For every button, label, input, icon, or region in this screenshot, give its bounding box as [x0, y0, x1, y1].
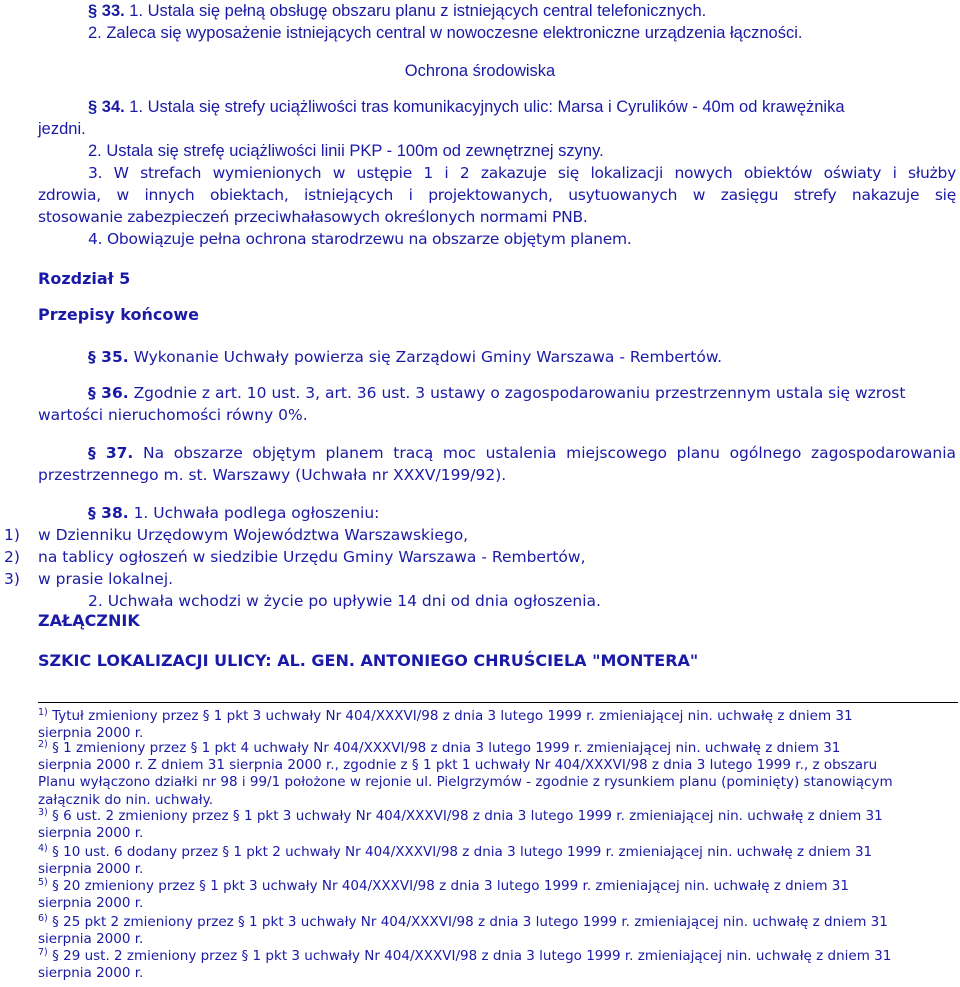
environment-heading: Ochrona środowiska [404, 62, 556, 80]
section-34-point-1a: 1. Ustala się strefy uciążliwości tras komunikacyjnych ulic: Marsa i Cyrulików - 40m od krawężnika [129, 98, 845, 116]
section-34-point-4: 4. Obowiązuje pełna ochrona starodrzewu na obszarze objętym planem. [88, 230, 632, 248]
list-item [4, 524, 468, 546]
footnote-marker: 2) [38, 739, 48, 750]
list-item-text: w prasie lokalnej. [38, 570, 174, 588]
section-34-point-3b: zdrowia, w innych obiektach, istniejących i projektowanych, usytuowanych w zasięgu strefy nakazuje się [38, 186, 956, 204]
footnote: $^{6)}$ § 25 pkt 2 zmieniony przez § 1 pkt 3 uchwały Nr 404/XXXVI/98 z dnia 3 lutego 1999 r. zmieniającej nin. uchwałę z dniem 31 sierpnia 2000 r. [38, 913, 888, 948]
section-34-line-1: § 34. 1. Ustala się strefy uciążliwości tras komunikacyjnych ulic: Marsa i Cyrulików - 40m od krawężnika [88, 98, 845, 116]
footnote-marker: 3) [38, 807, 48, 818]
section-33-point-1: 1. Ustala się pełną obsługę obszaru planu z istniejących central telefonicznych. [129, 2, 707, 20]
footnote: $^{4)}$ § 10 ust. 6 dodany przez § 1 pkt 2 uchwały Nr 404/XXXVI/98 z dnia 3 lutego 1999 r. zmieniającej nin. uchwałę z dniem 31 sierpnia 2000 r. [38, 843, 873, 878]
list-item-number: 2) [4, 548, 20, 566]
footnote: $^{7)}$ § 29 ust. 2 zmieniony przez § 1 pkt 3 uchwały Nr 404/XXXVI/98 z dnia 3 lutego 1999 r. zmieniającej nin. uchwałę z dniem 31 sierpnia 2000 r. [38, 947, 892, 982]
section-34-point-3a: 3. W strefach wymienionych w ustępie 1 i 2 zakazuje się lokalizacji nowych obiektów oświaty i służby [88, 164, 956, 182]
annex-subtitle: SZKIC LOKALIZACJI ULICY: AL. GEN. ANTONIEGO CHRUŚCIELA "MONTERA" [38, 651, 699, 670]
footnote-marker: 5) [38, 877, 48, 888]
section-38-intro: § 38. 1. Uchwała podlega ogłoszeniu: [88, 504, 380, 522]
footnote-divider [38, 702, 958, 703]
list-item-number: 3) [4, 570, 20, 588]
section-35-text: Wykonanie Uchwały powierza się Zarządowi Gminy Warszawa - Rembertów. [133, 348, 723, 366]
section-36-text-b: wartości nieruchomości równy 0%. [38, 406, 308, 424]
list-item-text: w Dzienniku Urzędowym Województwa Warszawskiego, [38, 526, 469, 544]
annex-title: ZAŁĄCZNIK [38, 611, 140, 630]
section-37-line-1: § 37. Na obszarze objętym planem tracą moc ustalenia miejscowego planu ogólnego zagospodarowania [88, 444, 956, 462]
chapter-subtitle: Przepisy końcowe [38, 305, 199, 324]
list-item-number: 1) [4, 526, 20, 544]
section-34-number: 34. [101, 98, 125, 116]
footnote-marker: 6) [38, 913, 48, 924]
footnote-marker: 4) [38, 843, 48, 854]
section-36-line-1: § 36. Zgodnie z art. 10 ust. 3, art. 36 ust. 3 ustawy o zagospodarowaniu przestrzennym ustala się wzrost [88, 384, 906, 402]
section-37-text-a: Na obszarze objętym planem tracą moc ustalenia miejscowego planu ogólnego zagospodarowania [142, 444, 956, 462]
section-38-intro-text: 1. Uchwała podlega ogłoszeniu: [133, 504, 380, 522]
footnote-marker: 7) [38, 947, 48, 958]
chapter-title: Rozdział 5 [38, 269, 131, 288]
section-33-line-1: § 33. 1. Ustala się pełną obsługę obszaru planu z istniejących central telefonicznych. [88, 2, 707, 20]
footnote: $^{5)}$ § 20 zmieniony przez § 1 pkt 3 uchwały Nr 404/XXXVI/98 z dnia 3 lutego 1999 r. zmieniającej nin. uchwałę z dniem 31 sierpnia 2000 r. [38, 877, 849, 912]
section-35-number: 35. [101, 348, 129, 366]
section-36-text-a: Zgodnie z art. 10 ust. 3, art. 36 ust. 3 ustawy o zagospodarowaniu przestrzennym ustala się wzrost [133, 384, 906, 402]
section-34-point-3c: stosowanie zabezpieczeń przeciwhałasowych określonych normami PNB. [38, 208, 588, 226]
footnote: $^{3)}$ § 6 ust. 2 zmieniony przez § 1 pkt 3 uchwały Nr 404/XXXVI/98 z dnia 3 lutego 1999 r. zmieniającej nin. uchwałę z dniem 31 sierpnia 2000 r. [38, 807, 883, 842]
section-33-point-2: 2. Zaleca się wyposażenie istniejących central w nowoczesne elektroniczne urządzenia łączności. [88, 24, 803, 42]
footnote: $^{1)}$ Tytuł zmieniony przez § 1 pkt 3 uchwały Nr 404/XXXVI/98 z dnia 3 lutego 1999 r. zmieniającej nin. uchwałę z dniem 31 sierpnia 2000 r. [38, 707, 853, 742]
section-37-number: 37. [105, 444, 134, 462]
list-item [4, 546, 586, 568]
section-34-point-1b: jezdni. [38, 120, 86, 138]
section-36-number: 36. [101, 384, 129, 402]
section-35: § 35. Wykonanie Uchwały powierza się Zarządowi Gminy Warszawa - Rembertów. [88, 348, 723, 366]
list-item [4, 568, 173, 590]
section-38-number: 38. [101, 504, 129, 522]
section-33-number: 33. [101, 2, 125, 20]
section-37-text-b: przestrzennego m. st. Warszawy (Uchwała nr XXXV/199/92). [38, 466, 507, 484]
list-item-text: na tablicy ogłoszeń w siedzibie Urzędu Gminy Warszawa - Rembertów, [38, 548, 586, 566]
section-34-point-2: 2. Ustala się strefę uciążliwości linii PKP - 100m od zewnętrznej szyny. [88, 142, 604, 160]
footnote: $^{2)}$ § 1 zmieniony przez § 1 pkt 4 uchwały Nr 404/XXXVI/98 z dnia 3 lutego 1999 r. zmieniającej nin. uchwałę z dniem 31 sierpnia 2000 r. Z dniem 31 sierpnia 2000 r., zgodnie z § 1 pkt 1 uchwały Nr 404/XXXVI/98 z dnia 3 lutego 1999 r., z obszaru Planu wyłączono działki nr 98 i 99/1 położone w rejonie ul. Pielgrzymów - zgodnie z rysunkiem planu (pominięty) stanowiącym załącznik do nin. uchwały. [38, 739, 893, 808]
section-38-point-2: 2. Uchwała wchodzi w życie po upływie 14 dni od dnia ogłoszenia. [88, 592, 601, 610]
footnote-marker: 1) [38, 707, 48, 718]
